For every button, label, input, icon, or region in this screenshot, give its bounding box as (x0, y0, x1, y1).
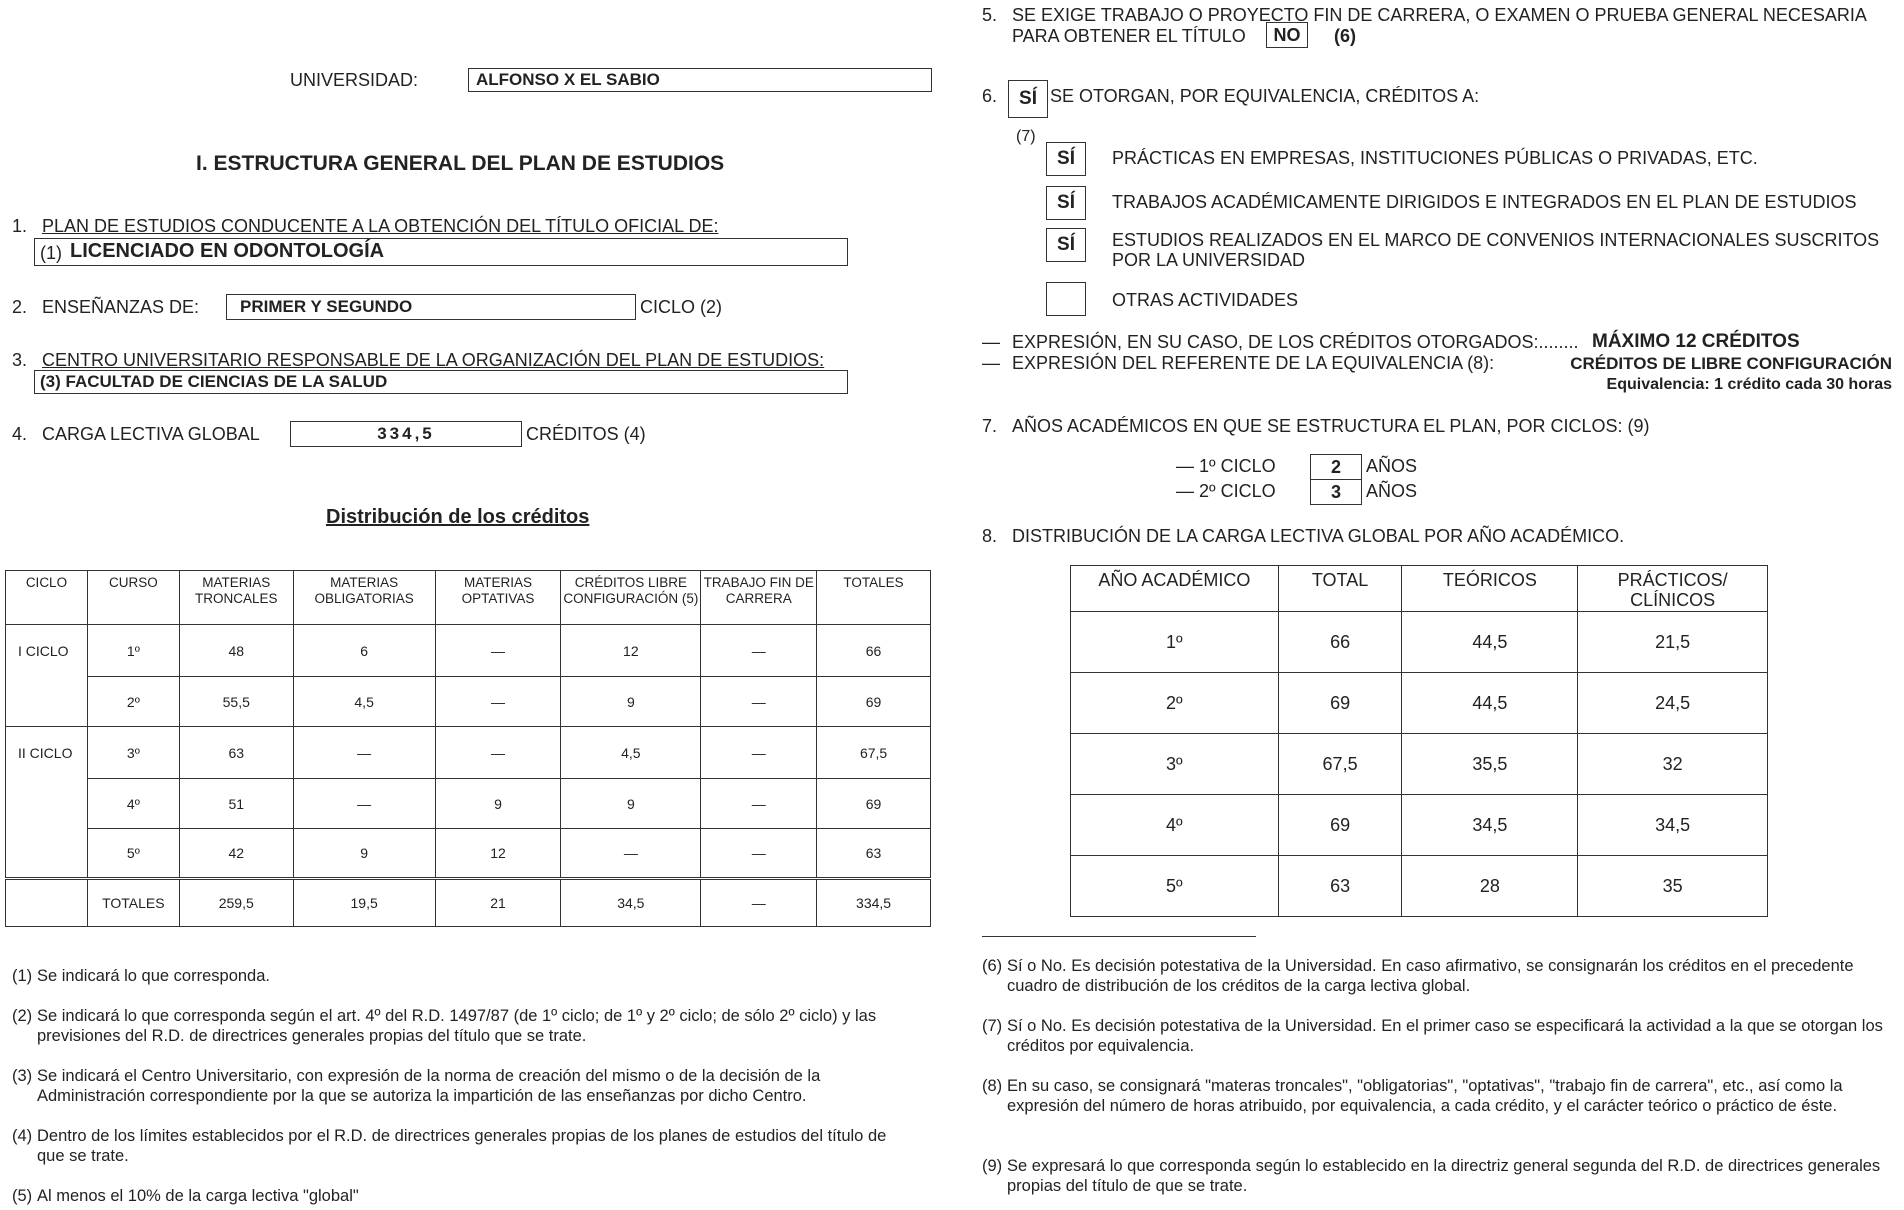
item4-suffix: CRÉDITOS (4) (526, 424, 646, 444)
footnote-number: (9) (982, 1157, 1003, 1175)
ciclo1-label: — 1º CICLO (1176, 456, 1276, 476)
item2-text: ENSEÑANZAS DE: (42, 297, 200, 317)
header-trabajo: TRABAJO FIN DE CARRERA (701, 571, 817, 625)
header-optativas: MATERIAS OPTATIVAS (435, 571, 561, 625)
totals-label: TOTALES (87, 879, 179, 927)
item1-text: PLAN DE ESTUDIOS CONDUCENTE A LA OBTENCIÓN DEL TÍTULO OFICIAL DE: (42, 216, 719, 236)
credits-header-row (6, 571, 931, 625)
footnote-number: (5) (12, 1187, 33, 1205)
footnote (12, 1066, 932, 1108)
cell-obligatorias: 6 (293, 625, 435, 677)
cell-ciclo (6, 829, 88, 879)
cell-libre: 9 (561, 779, 701, 829)
header-troncales: MATERIAS TRONCALES (179, 571, 293, 625)
cell-totales: 67,5 (817, 727, 931, 779)
cell-ciclo (6, 779, 88, 829)
table-row (6, 779, 931, 829)
cell-optativas: 9 (435, 779, 561, 829)
ciclo2-unit: AÑOS (1366, 481, 1418, 501)
cell-obligatorias: — (293, 779, 435, 829)
table-row (1071, 856, 1768, 917)
credits-table (5, 570, 931, 927)
footnote-text: Se indicará el Centro Universitario, con expresión de la norma de creación del mismo o de la decisión de la Administración correspondiente por la que se autoriza la impartición de las enseñanzas por dicho Centro. (37, 1067, 821, 1105)
universidad-label: UNIVERSIDAD: (290, 70, 419, 90)
footnote (982, 1076, 1892, 1138)
cell-total: 69 (1278, 673, 1402, 734)
item2-number: 2. (12, 297, 28, 317)
cell-totales: 63 (817, 829, 931, 879)
footnote (12, 966, 932, 988)
cell-teoricos: 35,5 (1402, 734, 1578, 795)
ciclo2-box: 3 (1310, 479, 1362, 505)
footnote-text: Sí o No. Es decisión potestativa de la Universidad. En caso afirmativo, se consignarán los créditos en el precedente cuadro de distribución de los créditos de la carga lectiva global. (1007, 957, 1854, 995)
footnote-number: (2) (12, 1007, 33, 1025)
option-mark: SÍ (1046, 186, 1086, 220)
header-anio: AÑO ACADÉMICO (1071, 566, 1279, 612)
cell-troncales: 51 (179, 779, 293, 829)
item6-number: 6. (982, 86, 998, 106)
option-text: ESTUDIOS REALIZADOS EN EL MARCO DE CONVENIOS INTERNACIONALES SUSCRITOS POR LA UNIVERSIDAD (1112, 230, 1880, 270)
table-row (6, 727, 931, 779)
cell-ciclo: II CICLO (6, 727, 88, 779)
item1-box-value: LICENCIADO EN ODONTOLOGÍA (70, 240, 385, 262)
header-teoricos: TEÓRICOS (1402, 566, 1578, 612)
cell-curso: 2º (87, 677, 179, 727)
footnote-number: (7) (982, 1017, 1003, 1035)
item2-box-value: PRIMER Y SEGUNDO (240, 297, 413, 316)
cell-anio: 2º (1071, 673, 1279, 734)
cell-trabajo: — (701, 829, 817, 879)
cell-teoricos: 34,5 (1402, 795, 1578, 856)
cell-practicos: 35 (1578, 856, 1768, 917)
expr1-value: MÁXIMO 12 CRÉDITOS (1592, 331, 1800, 352)
item1-box-ref: (1) (40, 243, 62, 263)
cell-trabajo: — (701, 879, 817, 927)
cell-teoricos: 44,5 (1402, 612, 1578, 673)
cell-libre: 12 (561, 625, 701, 677)
table-row (6, 829, 931, 879)
cell-optativas: — (435, 625, 561, 677)
cell-ciclo (6, 879, 88, 927)
item8-number: 8. (982, 526, 998, 546)
cell-troncales: 63 (179, 727, 293, 779)
cell-totales: 69 (817, 677, 931, 727)
item3-box-value: (3) FACULTAD DE CIENCIAS DE LA SALUD (40, 372, 388, 391)
universidad-value: ALFONSO X EL SABIO (476, 70, 660, 89)
cell-practicos: 34,5 (1578, 795, 1768, 856)
cell-troncales: 42 (179, 829, 293, 879)
item4-number: 4. (12, 424, 28, 444)
cell-practicos: 24,5 (1578, 673, 1768, 734)
distribution-title: Distribución de los créditos (326, 506, 590, 528)
footnote-number: (6) (982, 957, 1003, 975)
footnote-text: Se expresará lo que corresponda según lo establecido en la directriz general segunda del R.D. de directrices generales propias del título de que se trate. (1007, 1157, 1881, 1195)
cell-trabajo: — (701, 677, 817, 727)
expr1-label: EXPRESIÓN, EN SU CASO, DE LOS CRÉDITOS OTORGADOS:........ (1012, 332, 1579, 352)
expr2-value: CRÉDITOS DE LIBRE CONFIGURACIÓN (1570, 354, 1892, 373)
header-total: TOTAL (1278, 566, 1402, 612)
table-row (1071, 612, 1768, 673)
option-mark: SÍ (1046, 142, 1086, 176)
item3-text: CENTRO UNIVERSITARIO RESPONSABLE DE LA ORGANIZACIÓN DEL PLAN DE ESTUDIOS: (42, 350, 825, 370)
cell-obligatorias: 9 (293, 829, 435, 879)
cell-anio: 5º (1071, 856, 1279, 917)
cell-total: 69 (1278, 795, 1402, 856)
cell-practicos: 21,5 (1578, 612, 1768, 673)
cell-libre: — (561, 829, 701, 879)
item7-number: 7. (982, 416, 998, 436)
header-libre: CRÉDITOS LIBRE CONFIGURACIÓN (5) (561, 571, 701, 625)
cell-trabajo: — (701, 625, 817, 677)
cell-optativas: — (435, 727, 561, 779)
cell-totales: 69 (817, 779, 931, 829)
expr2-value2: Equivalencia: 1 crédito cada 30 horas (1606, 376, 1892, 393)
cell-trabajo: — (701, 727, 817, 779)
cell-libre: 34,5 (561, 879, 701, 927)
cell-total: 63 (1278, 856, 1402, 917)
item5-line1: SE EXIGE TRABAJO O PROYECTO FIN DE CARRERA, O EXAMEN O PRUEBA GENERAL NECESARIA (1012, 5, 1867, 25)
cell-troncales: 55,5 (179, 677, 293, 727)
item5-box: NO (1266, 22, 1308, 48)
cell-anio: 3º (1071, 734, 1279, 795)
cell-obligatorias: — (293, 727, 435, 779)
footnote-number: (4) (12, 1127, 33, 1145)
cell-libre: 9 (561, 677, 701, 727)
header-totales: TOTALES (817, 571, 931, 625)
header-ciclo: CICLO (6, 571, 88, 625)
option-mark (1046, 282, 1086, 316)
footnote-number: (8) (982, 1077, 1003, 1095)
cell-optativas: — (435, 677, 561, 727)
item5-number: 5. (982, 5, 998, 25)
cell-total: 67,5 (1278, 734, 1402, 795)
cell-troncales: 259,5 (179, 879, 293, 927)
cell-libre: 4,5 (561, 727, 701, 779)
item5-line2: PARA OBTENER EL TÍTULO (1012, 26, 1246, 46)
year-distribution-table (1070, 565, 1768, 917)
item6-ref: (7) (1016, 128, 1036, 145)
ciclo1-box: 2 (1310, 454, 1362, 480)
expr1-dash: — (982, 332, 1000, 352)
header-practicos: PRÁCTICOS/ CLÍNICOS (1578, 566, 1768, 612)
option-text: TRABAJOS ACADÉMICAMENTE DIRIGIDOS E INTEGRADOS EN EL PLAN DE ESTUDIOS (1112, 192, 1857, 212)
cell-total: 66 (1278, 612, 1402, 673)
item3-number: 3. (12, 350, 28, 370)
cell-curso: 1º (87, 625, 179, 677)
option-text: OTRAS ACTIVIDADES (1112, 290, 1299, 310)
item6-text: SE OTORGAN, POR EQUIVALENCIA, CRÉDITOS A: (1050, 86, 1480, 106)
footnote-number: (1) (12, 967, 33, 985)
footnote-text: Dentro de los límites establecidos por el R.D. de directrices generales propias de los planes de estudios del título de que se trate. (37, 1127, 887, 1165)
cell-optativas: 21 (435, 879, 561, 927)
footnote-text: Al menos el 10% de la carga lectiva "global" (37, 1187, 359, 1205)
footnote-text: En su caso, se consignará "materas troncales", "obligatorias", "optativas", "trabajo fin de carrera", etc., así como la expresión del número de horas atribuido, por equivalencia, a cada crédito, y el carácter teórico o práctico de éste. (1007, 1077, 1843, 1115)
item5-ref: (6) (1334, 26, 1356, 46)
item2-suffix: CICLO (2) (640, 297, 723, 317)
ciclo1-unit: AÑOS (1366, 456, 1418, 476)
option-mark: SÍ (1046, 228, 1086, 262)
footnote (12, 1126, 932, 1168)
expr2-dash: — (982, 353, 1000, 373)
cell-obligatorias: 19,5 (293, 879, 435, 927)
cell-practicos: 32 (1578, 734, 1768, 795)
cell-totales: 334,5 (817, 879, 931, 927)
section-title: I. ESTRUCTURA GENERAL DEL PLAN DE ESTUDIOS (196, 152, 725, 175)
year-header-row (1071, 566, 1768, 612)
cell-totales: 66 (817, 625, 931, 677)
cell-curso: 3º (87, 727, 179, 779)
footnote (12, 1186, 932, 1208)
item1-number: 1. (12, 216, 28, 236)
cell-teoricos: 28 (1402, 856, 1578, 917)
header-obligatorias: MATERIAS OBLIGATORIAS (293, 571, 435, 625)
table-row (1071, 673, 1768, 734)
table-row (1071, 795, 1768, 856)
item4-text: CARGA LECTIVA GLOBAL (42, 424, 260, 444)
cell-optativas: 12 (435, 829, 561, 879)
footnote-divider (982, 936, 1256, 937)
cell-anio: 4º (1071, 795, 1279, 856)
footnote-number: (3) (12, 1067, 33, 1085)
expr2-label: EXPRESIÓN DEL REFERENTE DE LA EQUIVALENCIA (8): (1012, 353, 1495, 373)
cell-anio: 1º (1071, 612, 1279, 673)
cell-trabajo: — (701, 779, 817, 829)
footnote-text: Sí o No. Es decisión potestativa de la Universidad. En el primer caso se especificará la actividad a la que se otorgan los créditos por equivalencia. (1007, 1017, 1883, 1055)
footnote (982, 956, 1892, 998)
cell-teoricos: 44,5 (1402, 673, 1578, 734)
footnote (12, 1006, 932, 1048)
cell-ciclo: I CICLO (6, 625, 88, 677)
cell-ciclo (6, 677, 88, 727)
footnote-text: Se indicará lo que corresponda. (37, 967, 270, 985)
footnote (982, 1016, 1892, 1058)
table-row (6, 677, 931, 727)
footnote-text: Se indicará lo que corresponda según el art. 4º del R.D. 1497/87 (de 1º ciclo; de 1º y 2º ciclo; de sólo 2º ciclo) y las previsiones del R.D. de directrices generales propias del título que se trate. (37, 1007, 877, 1045)
cell-troncales: 48 (179, 625, 293, 677)
cell-curso: 5º (87, 829, 179, 879)
header-curso: CURSO (87, 571, 179, 625)
footnote (982, 1156, 1892, 1198)
table-row (1071, 734, 1768, 795)
item7-text: AÑOS ACADÉMICOS EN QUE SE ESTRUCTURA EL PLAN, POR CICLOS: (9) (1012, 416, 1650, 436)
option-text: PRÁCTICAS EN EMPRESAS, INSTITUCIONES PÚBLICAS O PRIVADAS, ETC. (1112, 148, 1758, 168)
item6-box: SÍ (1008, 80, 1048, 118)
item8-text: DISTRIBUCIÓN DE LA CARGA LECTIVA GLOBAL POR AÑO ACADÉMICO. (1012, 526, 1625, 546)
ciclo2-label: — 2º CICLO (1176, 481, 1276, 501)
table-row (6, 625, 931, 677)
cell-obligatorias: 4,5 (293, 677, 435, 727)
item4-box-value: 334,5 (377, 424, 435, 443)
totals-row (6, 879, 931, 927)
cell-curso: 4º (87, 779, 179, 829)
